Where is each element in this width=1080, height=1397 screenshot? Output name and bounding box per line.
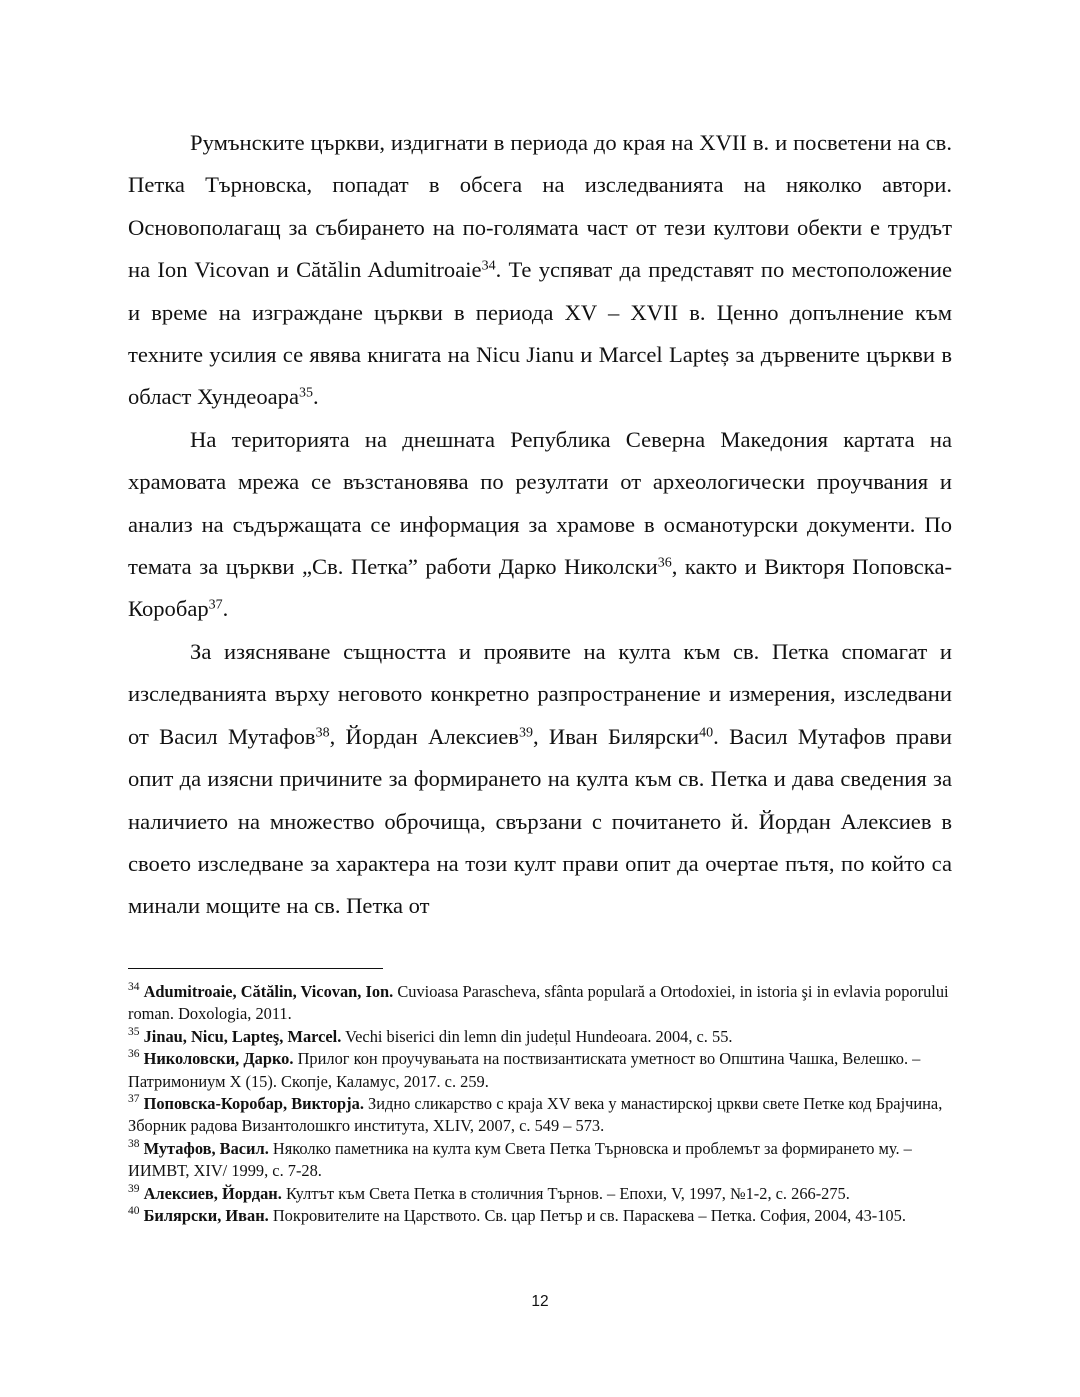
footnote-40 — [128, 1205, 952, 1227]
text-run: На територията на днешната Република Северна Македония картата на храмовата мрежа се възстановява по резултати от археологически проучвания и анализ на съдържащата се информация за храмове в османотурски документи. По темата за църкви „Св. Петка” работи Дарко Николски — [128, 426, 952, 580]
footnote-text: Прилог кон проучувањата на поствизантиската уметност во Општина Чашка, Велешко. – Патримониум X (15). Скопје, Каламус, 2017. с. 259. — [128, 1049, 921, 1091]
footnote-text: Култът към Света Петка в столичния Търнов. – Епохи, V, 1997, №1-2, с. 266-275. — [281, 1183, 850, 1203]
footnote-number: 39 — [128, 1182, 140, 1195]
footnote-35 — [128, 1026, 952, 1048]
footnote-text: Зидно сликарство с краја XV века у манастирској цркви свете Петке код Брајчина, Зборник радова Византолошкго института, XLIV, 2007, с. 549 – 573. — [128, 1094, 943, 1136]
footnote-37 — [128, 1093, 952, 1138]
footnote-author: Поповска-Коробар, Викторја. — [143, 1094, 364, 1114]
paragraph-north-macedonia — [128, 419, 952, 631]
footnote-author: Мутафов, Васил. — [143, 1138, 269, 1158]
footnote-number: 35 — [128, 1025, 140, 1038]
footnote-author: Алексиев, Йордан. — [143, 1183, 282, 1203]
footnote-text: Vechi biserici din lemn din județul Hundeoara. 2004, с. 55. — [341, 1026, 733, 1046]
text-run: . Васил Мутафов прави опит да изясни причините за формирането на култа към св. Петка и дава сведения за наличието на множество оброчища, свързани с почитането й. Йордан Алексиев в своето изследване за характера на този култ прави опит да очертае пътя, по който са минали мощите на св. Петка от — [128, 723, 952, 919]
main-text — [128, 122, 952, 928]
footnote-39 — [128, 1183, 952, 1205]
footnote-author: Jinau, Nicu, Lapteş, Marcel. — [143, 1026, 342, 1046]
text-run: , Йордан Алексиев — [329, 723, 519, 749]
text-run: . — [312, 384, 319, 410]
footnote-ref-38[interactable]: 38 — [315, 724, 330, 740]
footnote-number: 40 — [128, 1205, 140, 1218]
footnote-ref-37[interactable]: 37 — [208, 597, 223, 613]
footnote-text: Cuvioasa Parascheva, sfânta populară a Ortodoxiei, in istoria şi in evlavia poporului roman. Doxologia, 2011. — [128, 982, 949, 1024]
footnote-author: Николовски, Дарко. — [143, 1049, 294, 1069]
footnote-ref-39[interactable]: 39 — [518, 724, 533, 740]
text-run: За изясняване същността и проявите на култа към св. Петка спомагат и изследванията върху неговото конкретно разпространение и измерения, изследвани от Васил Мутафов — [128, 638, 952, 749]
footnote-text: Няколко паметника на култа кум Света Петка Търновска и проблемът за формирането му. – ИИМВТ, XIV/ 1999, с. 7-28. — [128, 1138, 912, 1181]
footnote-ref-34[interactable]: 34 — [481, 258, 496, 274]
footnote-number: 36 — [128, 1048, 140, 1061]
footnote-ref-35[interactable]: 35 — [298, 385, 313, 401]
text-run: . — [222, 596, 229, 622]
footnote-36 — [128, 1048, 952, 1093]
text-run: , както и Викторя Поповска-Коробар — [128, 554, 952, 622]
footnote-number: 34 — [128, 981, 140, 994]
footnote-text: Покровителите на Царството. Св. цар Петър и св. Параскева – Петка. София, 2004, 43-105. — [268, 1206, 906, 1226]
footnote-ref-36[interactable]: 36 — [657, 555, 672, 571]
footnote-number: 38 — [128, 1137, 140, 1150]
footnote-38 — [128, 1138, 952, 1183]
footnote-34 — [128, 981, 952, 1026]
text-run: . Те успяват да представят по местоположение и време на изграждане църкви в периода XV – XVII в. Ценно допълнение към техните усилия се явява книгата на Nicu Jianu и Marcel Lapteș за дървените църкви в област Хундеоара — [128, 257, 953, 410]
footnote-ref-40[interactable]: 40 — [699, 724, 714, 740]
paragraph-cult-studies — [128, 631, 952, 928]
paragraph-romanian-churches — [128, 122, 952, 419]
text-run: , Иван Билярски — [532, 723, 700, 749]
footnote-author: Adumitroaie, Cătălin, Vicovan, Ion. — [143, 982, 394, 1001]
footnotes-section — [128, 981, 952, 1227]
footnote-separator — [128, 968, 383, 969]
page-number: 12 — [531, 1293, 549, 1310]
text-run: Румънските църкви, издигнати в периода до края на XVII в. и посветени на св. Петка Търновска, попадат в обсега на изследванията на няколко автори. Основополагащ за събирането на по-голямата част от тези култови обекти е трудът на Ion Vicovan и Cătălin Adumitroaie — [128, 130, 952, 283]
footnote-number: 37 — [128, 1093, 140, 1106]
footnote-author: Билярски, Иван. — [143, 1206, 269, 1226]
